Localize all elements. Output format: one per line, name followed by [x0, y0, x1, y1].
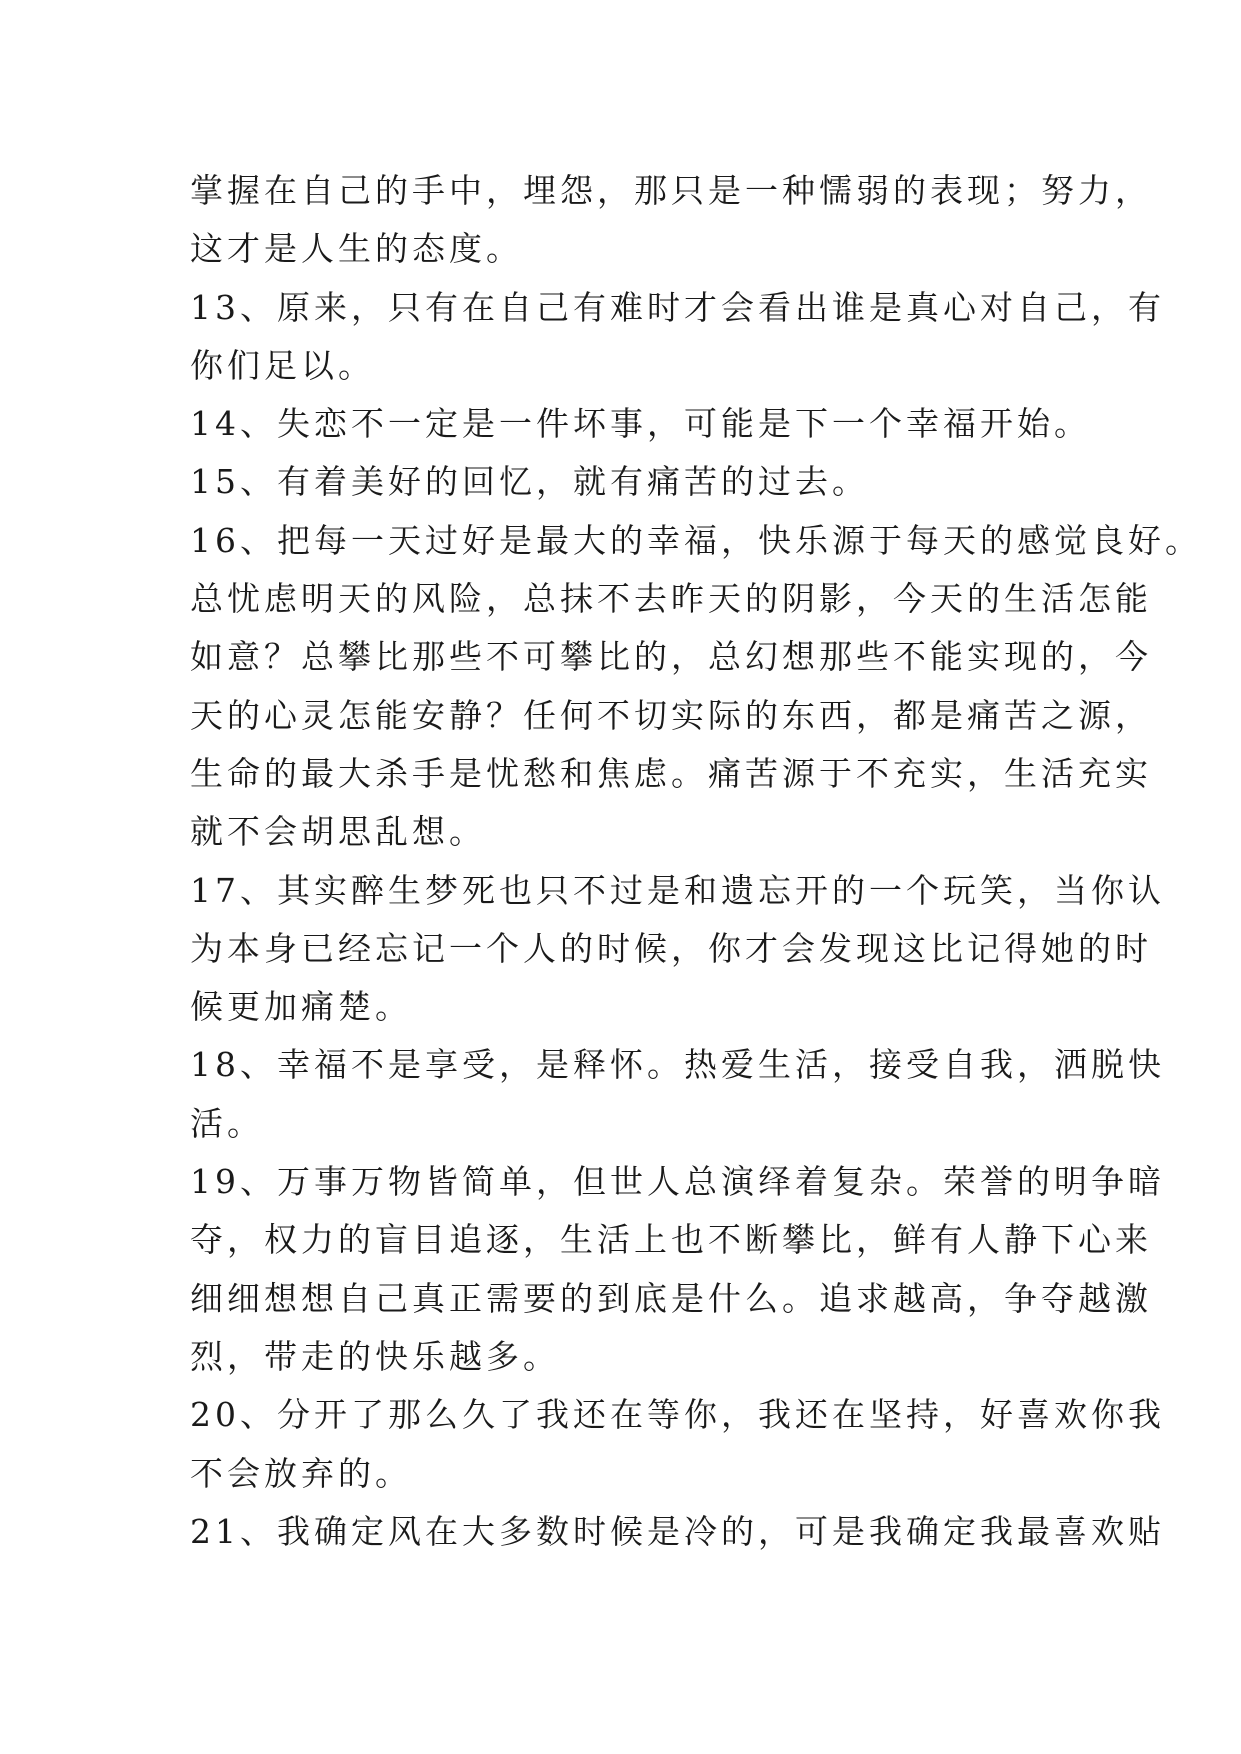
- text-line: 如意？总攀比那些不可攀比的，总幻想那些不能实现的，今: [190, 637, 1152, 677]
- text-line: 19、万事万物皆简单，但世人总演绎着复杂。荣誉的明争暗: [190, 1162, 1165, 1202]
- document-body: [190, 162, 1202, 1561]
- text-line: 16、把每一天过好是最大的幸福，快乐源于每天的感觉良好。: [190, 520, 1202, 560]
- text-line: 夺，权力的盲目追逐，生活上也不断攀比，鲜有人静下心来: [190, 1220, 1152, 1260]
- text-line: 生命的最大杀手是忧愁和焦虑。痛苦源于不充实，生活充实: [190, 753, 1152, 793]
- text-line: 掌握在自己的手中，埋怨，那只是一种懦弱的表现；努力，: [190, 171, 1152, 210]
- text-line: 这才是人生的态度。: [190, 229, 523, 269]
- text-line: 13、原来，只有在自己有难时才会看出谁是真心对自己，有: [190, 287, 1165, 327]
- text-line: 18、幸福不是享受，是释怀。热爱生活，接受自我，洒脱快: [190, 1045, 1165, 1085]
- text-line: 细细想想自己真正需要的到底是什么。追求越高，争夺越激: [190, 1278, 1152, 1318]
- text-line: 总忧虑明天的风险，总抹不去昨天的阴影，今天的生活怎能: [190, 579, 1152, 619]
- text-line: 14、失恋不一定是一件坏事，可能是下一个幸福开始。: [190, 404, 1091, 444]
- text-line: 烈，带走的快乐越多。: [190, 1336, 560, 1376]
- text-line: 天的心灵怎能安静？任何不切实际的东西，都是痛苦之源，: [190, 695, 1152, 735]
- text-line: 17、其实醉生梦死也只不过是和遗忘开的一个玩笑，当你认: [190, 870, 1165, 910]
- text-line: 就不会胡思乱想。: [190, 812, 486, 852]
- text-line: 活。: [190, 1103, 264, 1143]
- text-line: 为本身已经忘记一个人的时候，你才会发现这比记得她的时: [190, 928, 1152, 968]
- text-line: 不会放弃的。: [190, 1453, 412, 1493]
- text-line: 20、分开了那么久了我还在等你，我还在坚持，好喜欢你我: [190, 1395, 1165, 1435]
- text-line: 候更加痛楚。: [190, 987, 412, 1027]
- text-line: 你们足以。: [190, 345, 375, 385]
- text-line: 15、有着美好的回忆，就有痛苦的过去。: [190, 462, 869, 502]
- text-line: 21、我确定风在大多数时候是冷的，可是我确定我最喜欢贴: [190, 1511, 1165, 1551]
